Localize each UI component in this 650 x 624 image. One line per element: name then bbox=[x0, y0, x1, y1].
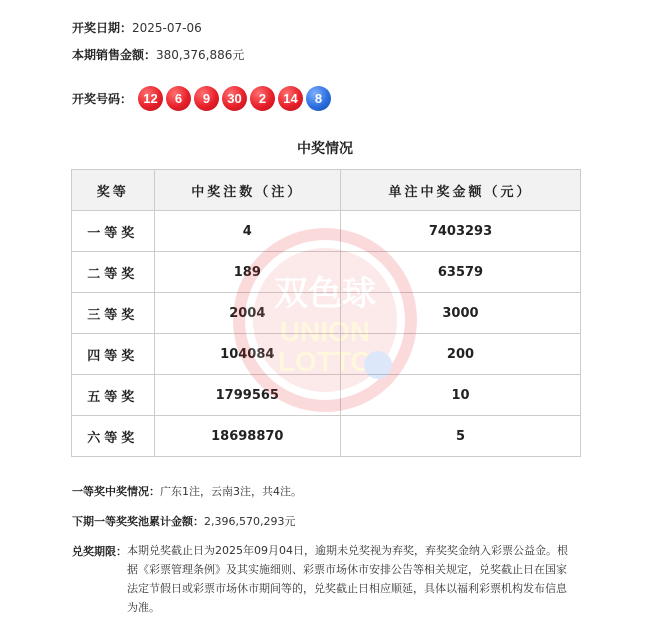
header-count: 中奖注数（注） bbox=[154, 170, 340, 211]
header-amount: 单注中奖金额（元） bbox=[340, 170, 580, 211]
prize-level: 五等奖 bbox=[72, 375, 155, 416]
prize-amount: 200 bbox=[340, 334, 580, 375]
prize-table bbox=[71, 169, 581, 457]
red-ball: 6 bbox=[166, 86, 191, 111]
prize-amount: 63579 bbox=[340, 252, 580, 293]
table-header-row bbox=[72, 170, 581, 211]
sales-label: 本期销售金额： bbox=[72, 48, 157, 62]
prize-count: 4 bbox=[154, 211, 340, 252]
table-row bbox=[72, 211, 581, 252]
sales-amount bbox=[72, 46, 244, 63]
table-row bbox=[72, 252, 581, 293]
draw-date-label: 开奖日期： bbox=[72, 21, 133, 35]
logo-text-union: UNION bbox=[279, 316, 371, 347]
prize-count: 18698870 bbox=[154, 416, 340, 457]
red-ball: 2 bbox=[250, 86, 275, 111]
draw-date-value: 2025-07-06 bbox=[132, 21, 202, 35]
number-balls bbox=[138, 86, 331, 111]
red-ball: 9 bbox=[194, 86, 219, 111]
claim-deadline-text: 本期兑奖截止日为2025年09月04日，逾期未兑奖视为弃奖，弃奖奖金纳入彩票公益金。根据《彩票管理条例》及其实施细则、彩票市场休市安排公告等相关规定，兑奖截止日在国家法定节假日或彩票市场休市期间等的，兑奖截止日相应顺延，具体以福利彩票机构发布信息为准。 bbox=[127, 544, 568, 614]
jackpot-info bbox=[72, 513, 295, 529]
jackpot-value: 2,396,570,293元 bbox=[204, 515, 296, 528]
first-prize-value: 广东1注，云南3注，共4注。 bbox=[160, 485, 302, 498]
table-row bbox=[72, 416, 581, 457]
red-ball: 12 bbox=[138, 86, 163, 111]
red-ball: 14 bbox=[278, 86, 303, 111]
section-title: 中奖情况 bbox=[297, 141, 353, 157]
prize-level: 四等奖 bbox=[72, 334, 155, 375]
red-ball: 30 bbox=[222, 86, 247, 111]
sales-value: 380,376,886元 bbox=[156, 48, 245, 62]
winning-numbers-label: 开奖号码： bbox=[72, 92, 133, 106]
blue-ball: 8 bbox=[306, 86, 331, 111]
prize-count: 2004 bbox=[154, 293, 340, 334]
prize-count: 189 bbox=[154, 252, 340, 293]
prize-amount: 5 bbox=[340, 416, 580, 457]
draw-date bbox=[72, 19, 202, 36]
prize-level: 二等奖 bbox=[72, 252, 155, 293]
logo-text-lotto: LOTTO bbox=[277, 346, 373, 377]
winning-numbers bbox=[72, 86, 331, 111]
claim-deadline bbox=[72, 543, 577, 617]
table-row bbox=[72, 375, 581, 416]
prize-amount: 7403293 bbox=[340, 211, 580, 252]
first-prize-info bbox=[72, 483, 302, 499]
table-row bbox=[72, 334, 581, 375]
prize-level: 三等奖 bbox=[72, 293, 155, 334]
claim-deadline-label: 兑奖期限： bbox=[72, 545, 127, 558]
first-prize-label: 一等奖中奖情况： bbox=[72, 485, 160, 498]
prize-amount: 3000 bbox=[340, 293, 580, 334]
prize-count: 104084 bbox=[154, 334, 340, 375]
jackpot-label: 下期一等奖奖池累计金额： bbox=[72, 515, 204, 528]
prize-level: 一等奖 bbox=[72, 211, 155, 252]
header-level: 奖等 bbox=[72, 170, 155, 211]
logo-text-cn: 双色球 bbox=[274, 274, 376, 314]
prize-amount: 10 bbox=[340, 375, 580, 416]
prize-level: 六等奖 bbox=[72, 416, 155, 457]
table-row bbox=[72, 293, 581, 334]
prize-count: 1799565 bbox=[154, 375, 340, 416]
